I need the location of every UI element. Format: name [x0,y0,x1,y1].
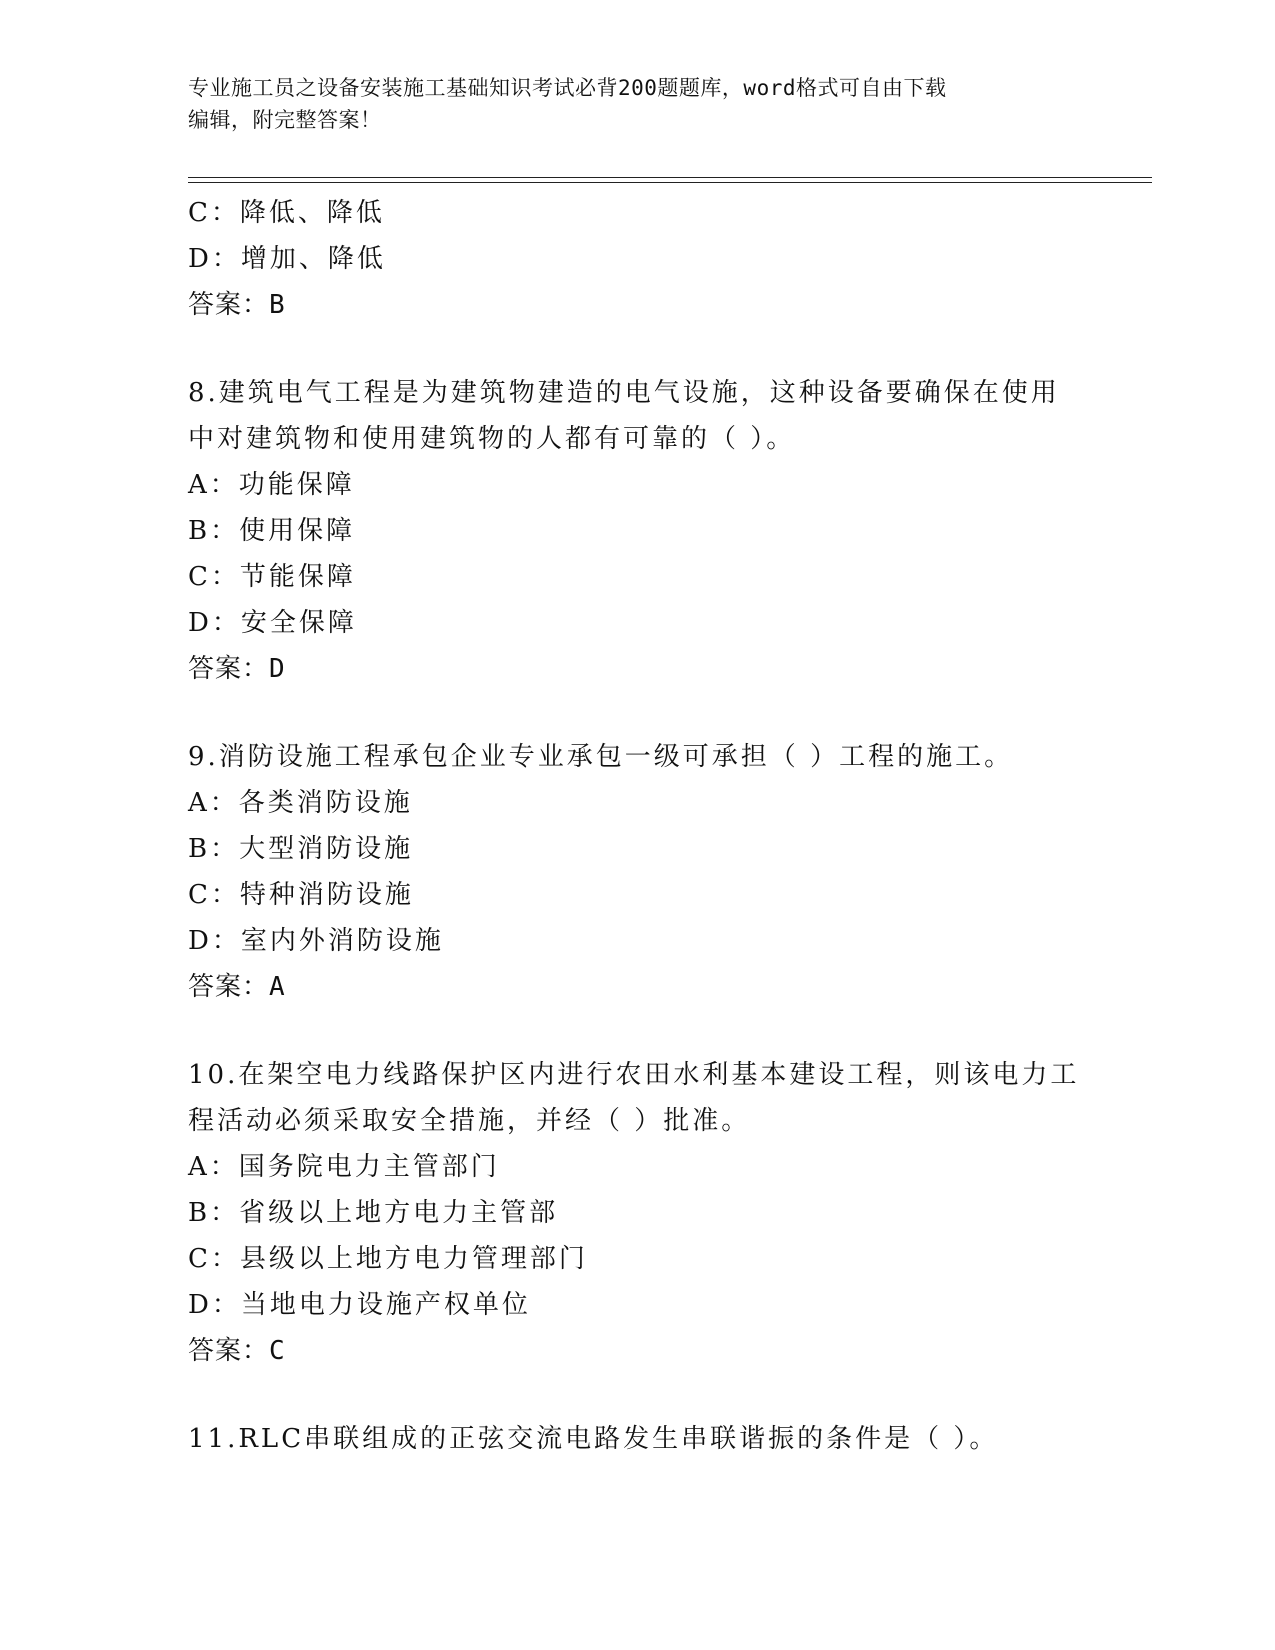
option-d: D：当地电力设施产权单位 [188,1290,531,1320]
question-10 [188,1052,1088,1374]
answer: 答案：B [188,290,286,320]
document-header [188,72,1088,136]
answer: 答案：D [188,654,286,684]
option-b: B：省级以上地方电力主管部 [188,1198,559,1228]
answer: 答案：A [188,972,286,1002]
question-text: 10.在架空电力线路保护区内进行农田水利基本建设工程，则该电力工 [188,1060,1080,1090]
answer: 答案：C [188,1336,286,1366]
question-text: 8.建筑电气工程是为建筑物建造的电气设施，这种设备要确保在使用 [188,378,1060,408]
option-d: D：室内外消防设施 [188,926,444,956]
question-8 [188,370,1088,692]
option-a: A：各类消防设施 [188,788,413,818]
option-c: C：县级以上地方电力管理部门 [188,1244,588,1274]
option-d: D：安全保障 [188,608,357,638]
question-text: 11.RLC串联组成的正弦交流电路发生串联谐振的条件是（ ）。 [188,1424,999,1454]
question-list [188,190,1088,1462]
option-c: C：特种消防设施 [188,880,414,910]
header-rule-bottom [188,182,1152,183]
option-c: C：降低、降低 [188,198,385,228]
question-11 [188,1416,1088,1462]
header-line-2: 编辑，附完整答案！ [188,108,382,132]
header-rule-top [188,177,1152,178]
option-c: C：节能保障 [188,562,356,592]
option-a: A：功能保障 [188,470,355,500]
question-text: 中对建筑物和使用建筑物的人都有可靠的（ ）。 [188,424,796,454]
question-text: 程活动必须采取安全措施，并经（ ）批准。 [188,1106,751,1136]
option-a: A：国务院电力主管部门 [188,1152,500,1182]
option-b: B：使用保障 [188,516,356,546]
option-b: B：大型消防设施 [188,834,414,864]
question-text: 9.消防设施工程承包企业专业承包一级可承担（ ）工程的施工。 [188,742,1014,772]
option-d: D：增加、降低 [188,244,386,274]
question-9 [188,734,1088,1010]
header-line-1: 专业施工员之设备安装施工基础知识考试必背200题题库，word格式可自由下载 [188,76,947,100]
question-7-continued [188,190,1088,328]
